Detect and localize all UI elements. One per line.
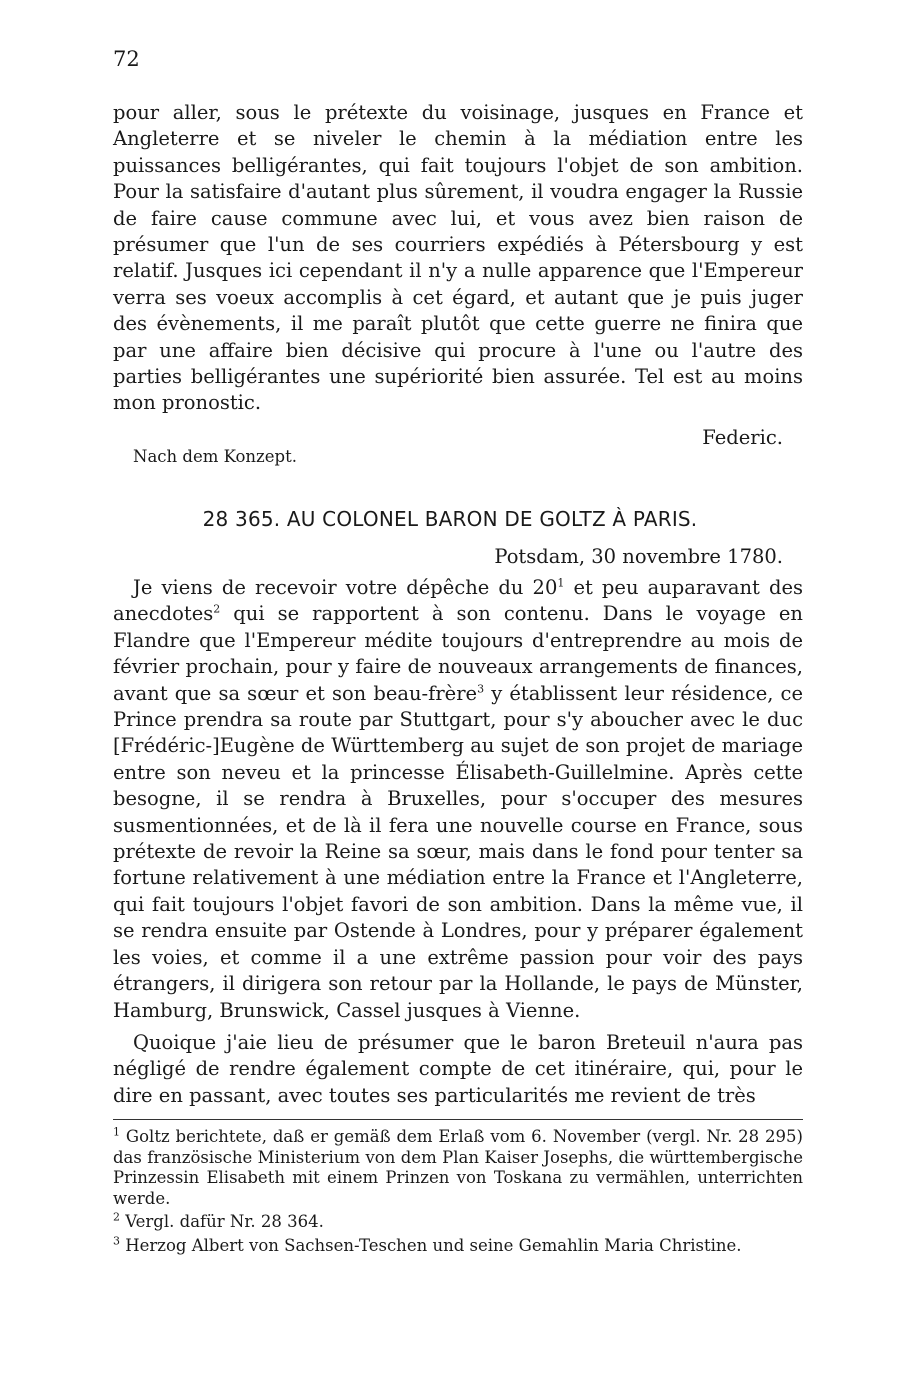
continued-paragraph: pour aller, sous le prétexte du voisinage, jusques en France et Angleterre et se niveler le chemin à la médiation entre les puissances belligérantes, qui fait toujours l'objet de son ambition. Pour la satisfaire d'autant plus sûrement, il voudra engager la Russie de faire cause commune avec lui, et vous avez bien raison de présumer que l'un de ses courriers expédiés à Pétersbourg y est relatif. Jusques ici cependant il n'y a nulle apparence que l'Empereur verra ses voeux accomplis à cet égard, et autant que je puis juger des évènements, il me paraît plutôt que cette guerre ne finira que par une affaire bien décisive qui procure à l'une ou l'autre des parties belligérantes une supériorité bien assurée. Tel est au moins mon pronostic. (113, 101, 803, 415)
paragraph-segment: qui se rapportent à son contenu. Dans le voyage en Flandre que l'Empereur médite toujours d'entreprendre au mois de février prochain, pour y faire de nouveaux arrangements de finances, avant que sa sœur et son beau-frère (113, 602, 803, 705)
footnote-number: 2 (113, 1210, 120, 1224)
paragraph-segment: y établissent leur résidence, ce Prince prendra sa route par Stuttgart, pour s'y aboucher avec le duc [Frédéric-]Eugène de Württemberg au sujet de son projet de mariage entre son neveu et la princesse Élisabeth-Guillelmine. Après cette besogne, il se rendra à Bruxelles, pour s'occuper des mesures susmentionnées, et de là il fera une nouvelle course en France, sous prétexte de revoir la Reine sa sœur, mais dans le fond pour tenter sa fortune relativement à une médiation entre la France et l'Angleterre, qui fait toujours l'objet favori de son ambition. Dans la même vue, il se rendra ensuite par Ostende à Londres, pour y préparer également les voies, et comme il a une extrême passion pour voir des pays étrangers, il dirigera son retour par la Hollande, le pays de Münster, Hamburg, Brunswick, Cassel jusques à Vienne. (113, 681, 803, 1022)
footnote-2 (113, 1212, 803, 1233)
footnote-number: 3 (113, 1234, 120, 1247)
footnote-divider (113, 1119, 803, 1120)
footnote-text: Vergl. dafür Nr. 28 364. (125, 1212, 324, 1231)
footnote-text: Goltz berichtete, daß er gemäß dem Erlaß vom 6. November (vergl. Nr. 28 295) das französische Ministerium von dem Plan Kaiser Josephs, die württembergische Prinzessin Elisabeth mit einem Prinzen von Toskana zu vermählen, unterrichten werde. (113, 1127, 803, 1208)
continued-text-block (113, 100, 803, 417)
letter-paragraph-1 (113, 575, 803, 1024)
footnote-1 (113, 1127, 803, 1209)
signature: Federic. (702, 426, 783, 449)
letter-heading: 28 365. AU COLONEL BARON DE GOLTZ À PARIS. (202, 507, 698, 531)
source-note: Nach dem Konzept. (133, 447, 297, 466)
letter-body (113, 575, 803, 1109)
footnote-marker: 3 (477, 682, 485, 696)
letter-paragraph-2: Quoique j'aie lieu de présumer que le baron Breteuil n'aura pas négligé de rendre également compte de cet itinéraire, qui, pour le dire en passant, avec toutes ses particularités me revient de très (113, 1030, 803, 1107)
footnote-text: Herzog Albert von Sachsen-Teschen und seine Gemahlin Maria Christine. (125, 1235, 742, 1255)
footnote-marker: 2 (213, 602, 221, 616)
footnote-3 (113, 1236, 803, 1257)
footnote-marker: 1 (557, 576, 565, 590)
footnote-number: 1 (113, 1125, 120, 1139)
footnotes (113, 1127, 803, 1259)
paragraph-segment: Je viens de recevoir votre dépêche du 20 (133, 576, 558, 599)
letter-date: Potsdam, 30 novembre 1780. (494, 545, 783, 568)
paragraph-segment: et peu auparavant des anecdotes (113, 576, 803, 626)
page-number: 72 (113, 47, 140, 71)
